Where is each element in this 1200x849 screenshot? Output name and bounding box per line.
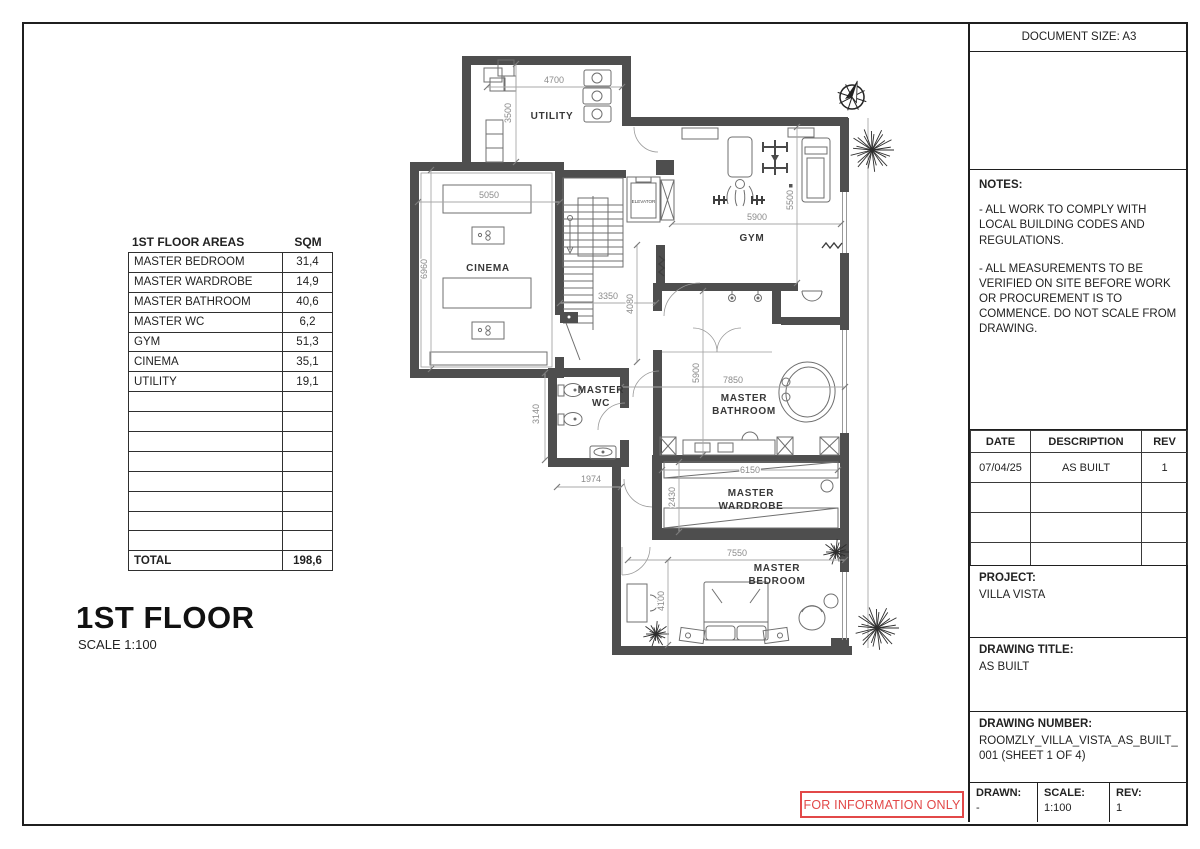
- room-label-bathroom: MASTER: [720, 393, 768, 404]
- for-information-only-stamp: FOR INFORMATION ONLY: [800, 791, 964, 818]
- rev-header-date: DATE: [971, 431, 1031, 453]
- svg-text:3500: 3500: [503, 102, 513, 124]
- dimensions: [415, 61, 848, 648]
- drawing-number-value: ROOMZLY_VILLA_VISTA_AS_BUILT_001 (SHEET 1 OF 4): [979, 735, 1178, 762]
- bathtub: [775, 358, 839, 425]
- svg-text:WC: WC: [591, 398, 611, 409]
- note-paragraph: - ALL WORK TO COMPLY WITH LOCAL BUILDING CODES AND REGULATIONS.: [979, 204, 1147, 247]
- north-arrow: [833, 76, 871, 115]
- svg-text:6150: 6150: [739, 465, 761, 475]
- room-label-cinema: CINEMA: [466, 263, 510, 274]
- svg-text:1974: 1974: [580, 474, 602, 484]
- svg-text:3350: 3350: [597, 291, 619, 301]
- room-label-wc: MASTER: [577, 385, 625, 396]
- project-label: PROJECT:: [979, 572, 1036, 584]
- revision-row: [971, 513, 1188, 543]
- plant: [856, 607, 899, 649]
- scale-cell: SCALE: 1:100: [1038, 783, 1110, 822]
- svg-text:5500: 5500: [785, 189, 795, 211]
- table-row: MASTER BATHROOM 40,6: [129, 292, 333, 312]
- drawing-title-value: AS BUILT: [979, 661, 1030, 673]
- table-row: [129, 511, 333, 531]
- drawing-title-section: [970, 638, 1188, 712]
- svg-text:5050: 5050: [478, 190, 500, 200]
- elevator: [627, 177, 660, 222]
- room-label-wardrobe: MASTER: [727, 488, 775, 499]
- rev-header-rev: REV: [1142, 431, 1188, 453]
- note-paragraph: - ALL MEASUREMENTS TO BE VERIFIED ON SITE BEFORE WORK OR PROCUREMENT IS TO COMMENCE. DO NOT SCALE FROM DRAWING.: [979, 262, 1177, 336]
- table-row: [129, 451, 333, 471]
- drawing-number-section: [970, 712, 1188, 783]
- svg-text:7850: 7850: [722, 375, 744, 385]
- revision-row: [971, 543, 1188, 567]
- drawn-value: -: [976, 801, 980, 814]
- drawn-scale-rev-strip: [970, 783, 1188, 822]
- bathroom-fixtures: [660, 291, 839, 455]
- logo-box: [970, 52, 1188, 170]
- table-row: [129, 412, 333, 432]
- areas-unit: SQM: [294, 235, 322, 249]
- drawing-title-label: DRAWING TITLE:: [979, 644, 1074, 656]
- project-section: [970, 566, 1188, 638]
- room-label-utility: UTILITY: [530, 111, 574, 122]
- svg-text:WARDROBE: WARDROBE: [718, 501, 784, 512]
- plan-scale: SCALE 1:100: [78, 637, 157, 652]
- plan-title: 1ST FLOOR: [76, 600, 255, 635]
- svg-text:ELEVATOR: ELEVATOR: [631, 199, 656, 204]
- svg-text:3140: 3140: [531, 403, 541, 425]
- table-row: CINEMA 35,1: [129, 352, 333, 372]
- room-label-bedroom: MASTER: [753, 563, 801, 574]
- scale-value: 1:100: [1044, 801, 1072, 814]
- revision-table: [970, 430, 1188, 566]
- svg-text:BATHROOM: BATHROOM: [712, 406, 776, 417]
- svg-text:2430: 2430: [667, 486, 677, 508]
- title-block: [968, 22, 1188, 822]
- table-row: [129, 471, 333, 491]
- revision-row: [971, 483, 1188, 513]
- table-row: GYM 51,3: [129, 332, 333, 352]
- svg-text:6960: 6960: [419, 258, 429, 280]
- revision-row: 07/04/25 AS BUILT 1: [971, 453, 1188, 483]
- table-row: MASTER WARDROBE 14,9: [129, 272, 333, 292]
- drawn-cell: DRAWN: -: [970, 783, 1038, 822]
- document-size: DOCUMENT SIZE: A3: [970, 22, 1188, 52]
- table-row: [129, 491, 333, 511]
- areas-title: 1ST FLOOR AREAS: [132, 235, 245, 249]
- table-row: MASTER BEDROOM 31,4: [129, 253, 333, 273]
- svg-text:4100: 4100: [656, 590, 666, 612]
- rev-header-description: DESCRIPTION: [1031, 431, 1142, 453]
- plant: [643, 621, 669, 646]
- gym-equipment: [682, 128, 830, 206]
- room-label-gym: GYM: [739, 233, 765, 244]
- svg-text:4080: 4080: [625, 293, 635, 315]
- areas-table: [128, 232, 333, 571]
- insulation-mark: [822, 243, 842, 248]
- shaft-column: [661, 180, 674, 220]
- drawing-number-label: DRAWING NUMBER:: [979, 718, 1093, 730]
- areas-total-row: TOTAL 198,6: [129, 551, 333, 571]
- areas-table-header: [128, 232, 333, 252]
- svg-text:5900: 5900: [691, 362, 701, 384]
- rev-value: 1: [1116, 801, 1123, 814]
- table-row: MASTER WC 6,2: [129, 312, 333, 332]
- table-row: [129, 392, 333, 412]
- table-row: [129, 432, 333, 452]
- table-row: UTILITY 19,1: [129, 372, 333, 392]
- notes-section: [970, 170, 1188, 430]
- staircase: [563, 178, 623, 330]
- svg-text:4700: 4700: [543, 75, 565, 85]
- table-row: [129, 531, 333, 551]
- svg-text:7550: 7550: [726, 548, 748, 558]
- rev-cell: REV: 1: [1116, 787, 1142, 814]
- svg-text:BEDROOM: BEDROOM: [748, 576, 806, 587]
- notes-heading: NOTES:: [979, 179, 1023, 191]
- cinema-door: [560, 312, 580, 360]
- svg-text:5900: 5900: [746, 212, 768, 222]
- plant: [851, 129, 894, 171]
- project-value: VILLA VISTA: [979, 589, 1046, 601]
- vanity: [683, 432, 775, 455]
